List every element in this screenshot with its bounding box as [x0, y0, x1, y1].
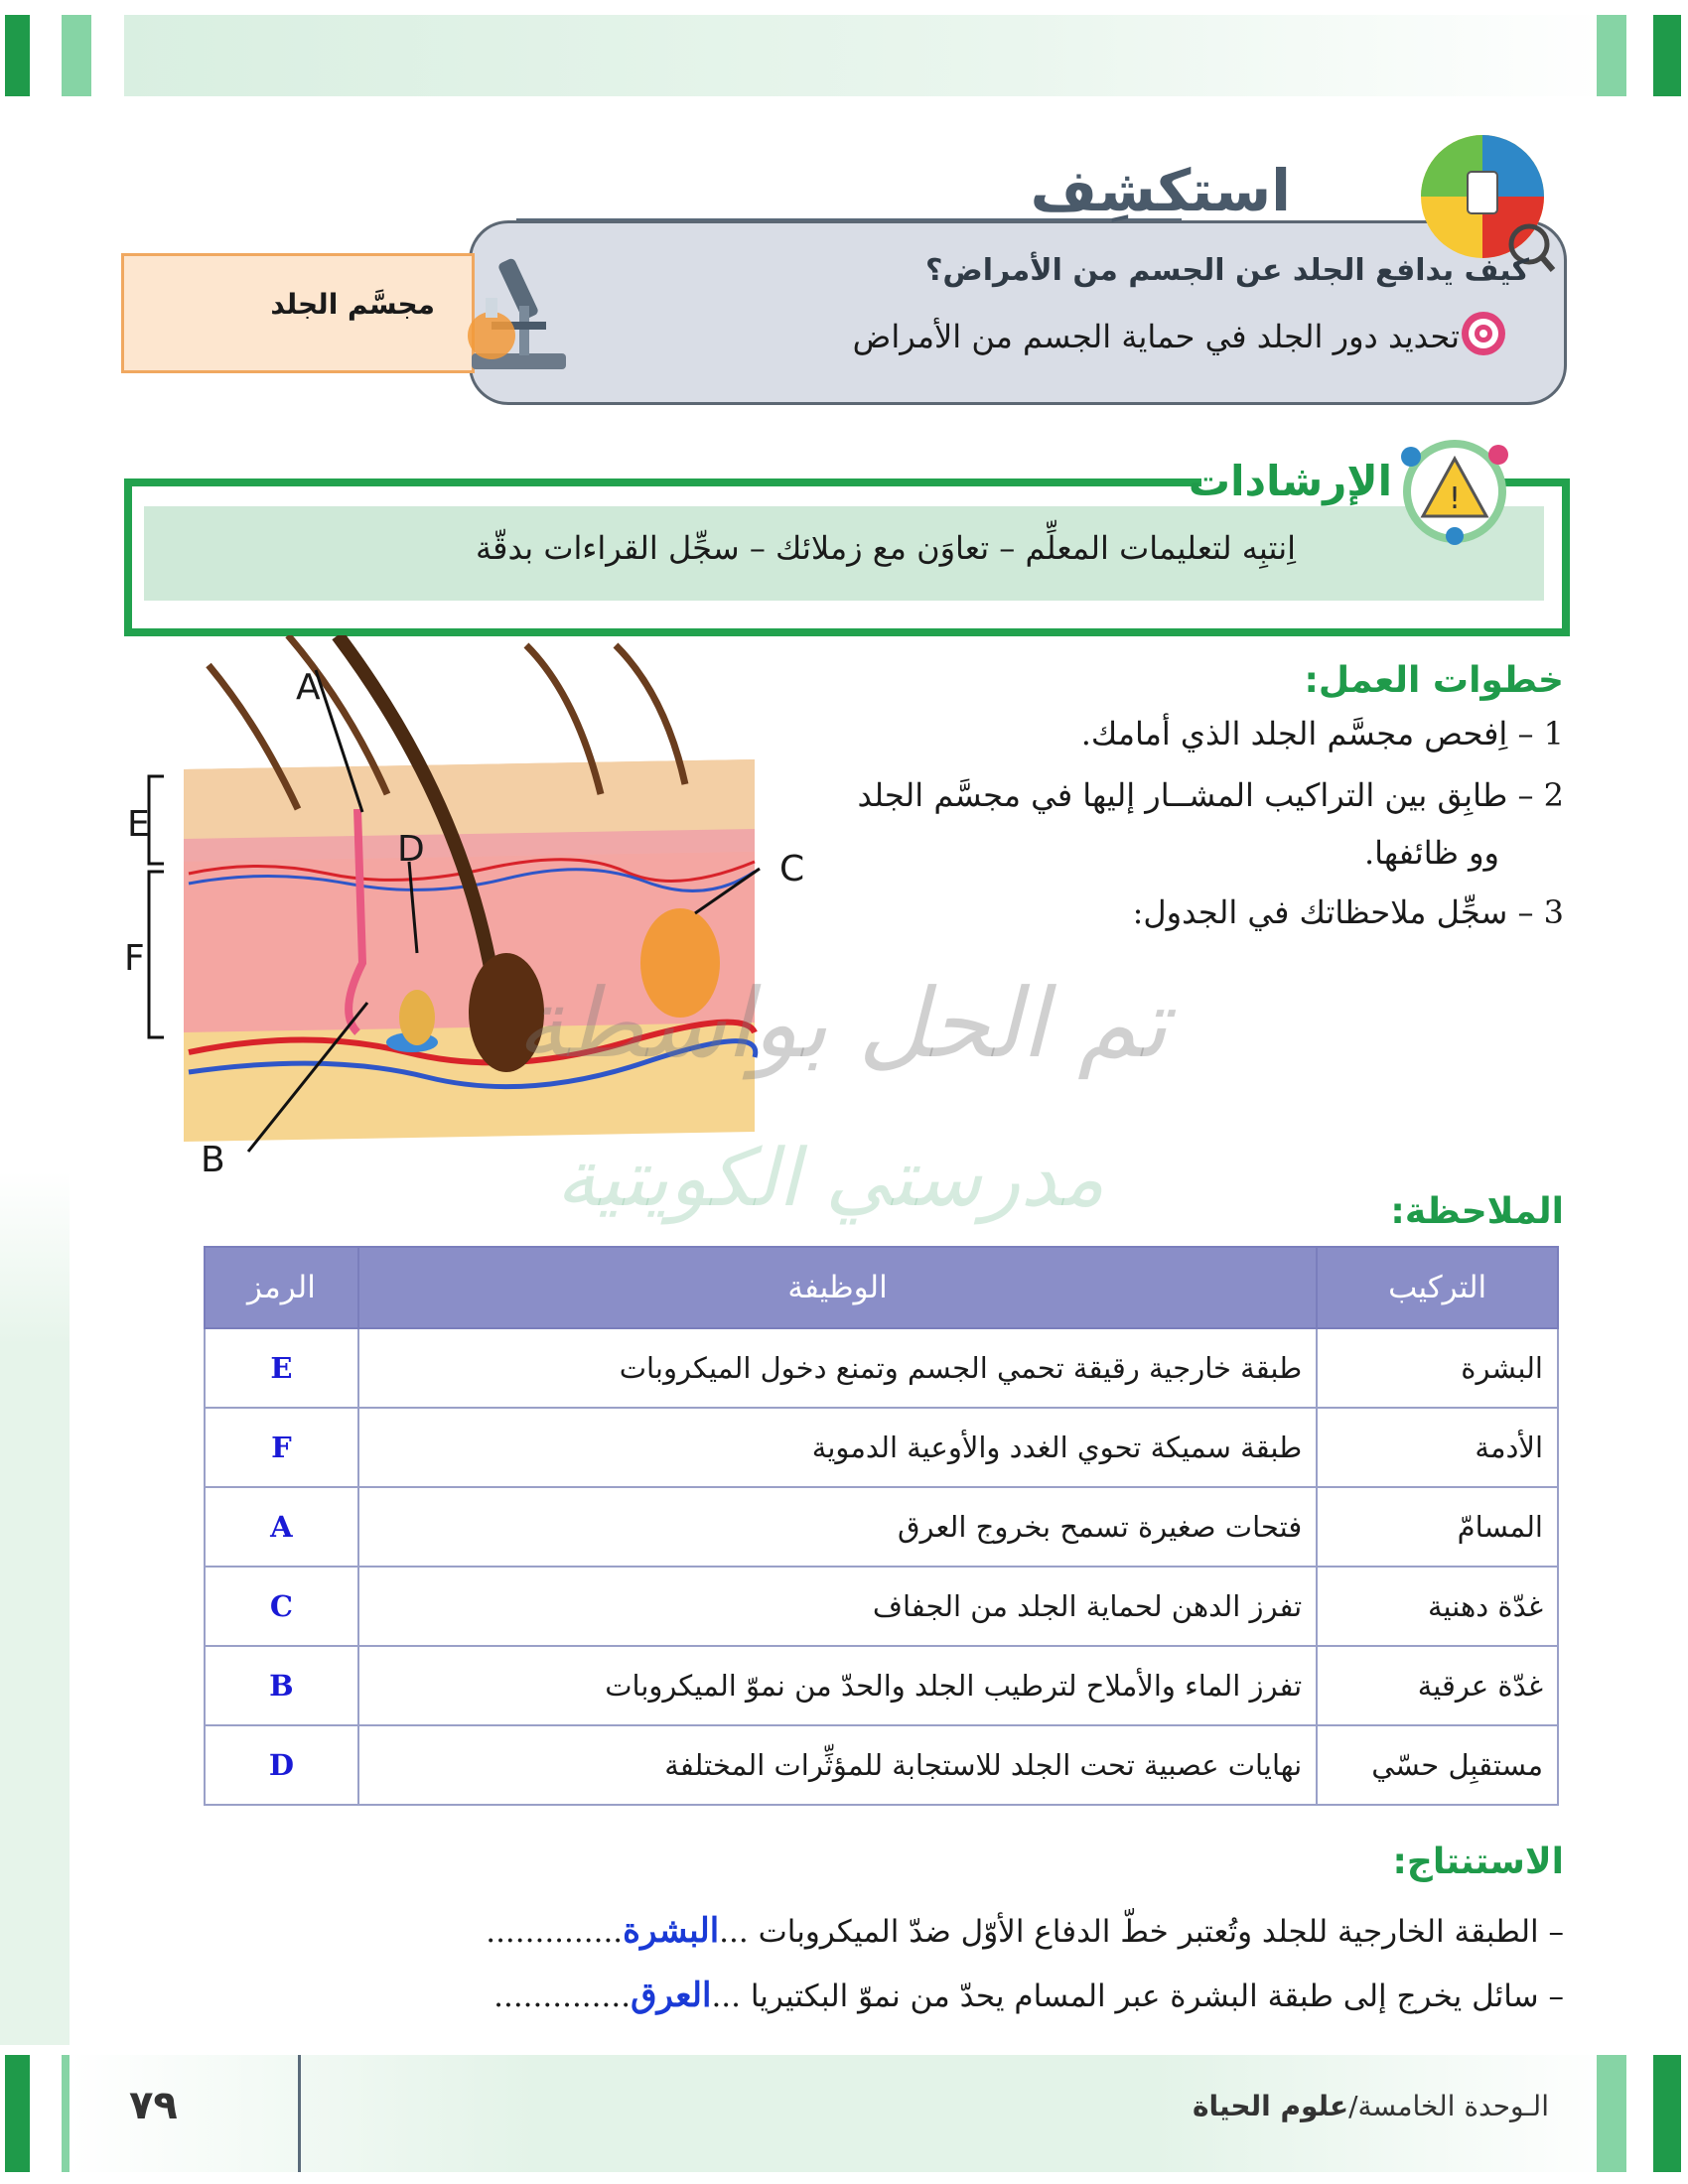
cell-structure: المسامّ	[1317, 1487, 1558, 1567]
explore-box	[469, 220, 1567, 405]
conclusion-1-text: – الطبقة الخارجية للجلد وتُعتبر خطّ الدفاع الأوّل ضدّ الميكروبات	[758, 1914, 1564, 1950]
conclusion-2-answer: العرق	[631, 1976, 712, 2015]
explore-objective: تحديد دور الجلد في حماية الجسم من الأمراض	[852, 318, 1460, 355]
label-f: F	[124, 938, 145, 979]
cell-function: تفرز الدهن لحماية الجلد من الجفاف	[358, 1567, 1317, 1646]
table-row	[205, 1567, 1558, 1646]
skin-diagram	[109, 635, 824, 1191]
top-right-bar-light	[1597, 15, 1626, 96]
footer-left-bar-dark	[5, 2055, 30, 2172]
conclusion-line-2	[493, 1976, 1564, 2015]
guidance-text: اِنتبِه لتعليمات المعلِّم – تعاوَن مع زملائك – سجِّل القراءات بدقّة	[476, 529, 1296, 567]
step-1: 1 – اِفحص مجسَّم الجلد الذي أمامك.	[1080, 715, 1564, 752]
label-c: C	[779, 849, 805, 889]
footer-unit	[1193, 2090, 1549, 2122]
page-number: ٧٩	[129, 2083, 178, 2128]
watermark-line-1: تم الحل بواسطة	[516, 968, 1168, 1079]
step-2-cont: وو ظائفها.	[1363, 834, 1499, 872]
header-function: الوظيفة	[358, 1247, 1317, 1328]
top-left-bar-dark	[5, 15, 30, 96]
conclusion-line-1	[486, 1911, 1564, 1951]
header-structure: التركيب	[1317, 1247, 1558, 1328]
cell-function: طبقة سميكة تحوي الغدد والأوعية الدموية	[358, 1408, 1317, 1487]
label-b: B	[201, 1140, 225, 1180]
conclusion-2-dots-post: .............	[502, 1979, 632, 2014]
cell-function: نهايات عصبية تحت الجلد للاستجابة للمؤثِّرات المختلفة	[358, 1725, 1317, 1805]
cell-structure: غدّة دهنية	[1317, 1567, 1558, 1646]
top-right-bar-dark	[1653, 15, 1681, 96]
cell-structure: غدّة عرقية	[1317, 1646, 1558, 1725]
cell-function: طبقة خارجية رقيقة تحمي الجسم وتمنع دخول الميكروبات	[358, 1328, 1317, 1408]
cell-function: تفرز الماء والأملاح لترطيب الجلد والحدّ من نموّ الميكروبات	[358, 1646, 1317, 1725]
step-2: 2 – طابِق بين التراكيب المشــار إليها في مجسَّم الجلد	[857, 776, 1564, 814]
microscope-icon	[462, 236, 571, 375]
footer-divider	[298, 2055, 301, 2172]
table-row	[205, 1487, 1558, 1567]
label-e: E	[127, 804, 150, 845]
cell-symbol: D	[205, 1725, 358, 1805]
conclusion-1-answer: البشرة	[623, 1911, 720, 1951]
top-band	[124, 15, 1614, 96]
footer-unit-label: الـوحدة الخامسة/	[1348, 2090, 1549, 2122]
conclusion-2-text: – سائل يخرج إلى طبقة البشرة عبر المسام يحدّ من نموّ البكتيريا	[750, 1979, 1564, 2014]
conclusion-2-period: .	[493, 1979, 503, 2014]
cell-symbol: B	[205, 1646, 358, 1725]
steps-title: خطوات العمل:	[1304, 660, 1564, 701]
footer-right-bar-light	[1597, 2055, 1626, 2172]
target-icon	[1460, 310, 1507, 357]
step-3: 3 – سجِّل ملاحظاتك في الجدول:	[1132, 893, 1564, 931]
table-row	[205, 1408, 1558, 1487]
warning-icon	[1395, 437, 1514, 546]
cell-structure: البشرة	[1317, 1328, 1558, 1408]
conclusion-title: الاستنتاج:	[1392, 1842, 1564, 1882]
observation-title: الملاحظة:	[1390, 1191, 1564, 1232]
cell-symbol: C	[205, 1567, 358, 1646]
conclusion-1-dots-post: .............	[495, 1914, 624, 1950]
cell-symbol: A	[205, 1487, 358, 1567]
explore-title: استكشِف	[1030, 157, 1291, 224]
observation-table	[204, 1246, 1559, 1806]
table-row	[205, 1646, 1558, 1725]
label-d: D	[397, 829, 425, 870]
cell-function: فتحات صغيرة تسمح بخروج العرق	[358, 1487, 1317, 1567]
table-row	[205, 1725, 1558, 1805]
footer-subject: علوم الحياة	[1192, 2090, 1349, 2122]
top-left-bar-light	[62, 15, 91, 96]
conclusion-1-dots-pre: ...	[719, 1914, 749, 1950]
cell-symbol: E	[205, 1328, 358, 1408]
conclusion-1-period: .	[486, 1914, 496, 1950]
side-strip	[0, 1171, 70, 2045]
materials-label: مجسَّم الجلد	[270, 288, 435, 321]
table-row	[205, 1328, 1558, 1408]
header-symbol: الرمز	[205, 1247, 358, 1328]
svg-text:!: !	[1448, 481, 1462, 516]
footer-right-bar-dark	[1653, 2055, 1681, 2172]
label-a: A	[296, 667, 321, 708]
cell-symbol: F	[205, 1408, 358, 1487]
cell-structure: مستقبِل حسّي	[1317, 1725, 1558, 1805]
table-header-row	[205, 1247, 1558, 1328]
cell-structure: الأدمة	[1317, 1408, 1558, 1487]
explore-question: كيف يدافع الجلد عن الجسم من الأمراض؟	[924, 253, 1529, 288]
watermark-line-2: مدرستي الكويتية	[556, 1132, 1105, 1224]
guidance-title: الإرشادات	[1188, 457, 1392, 505]
conclusion-2-dots-pre: ...	[711, 1979, 741, 2014]
